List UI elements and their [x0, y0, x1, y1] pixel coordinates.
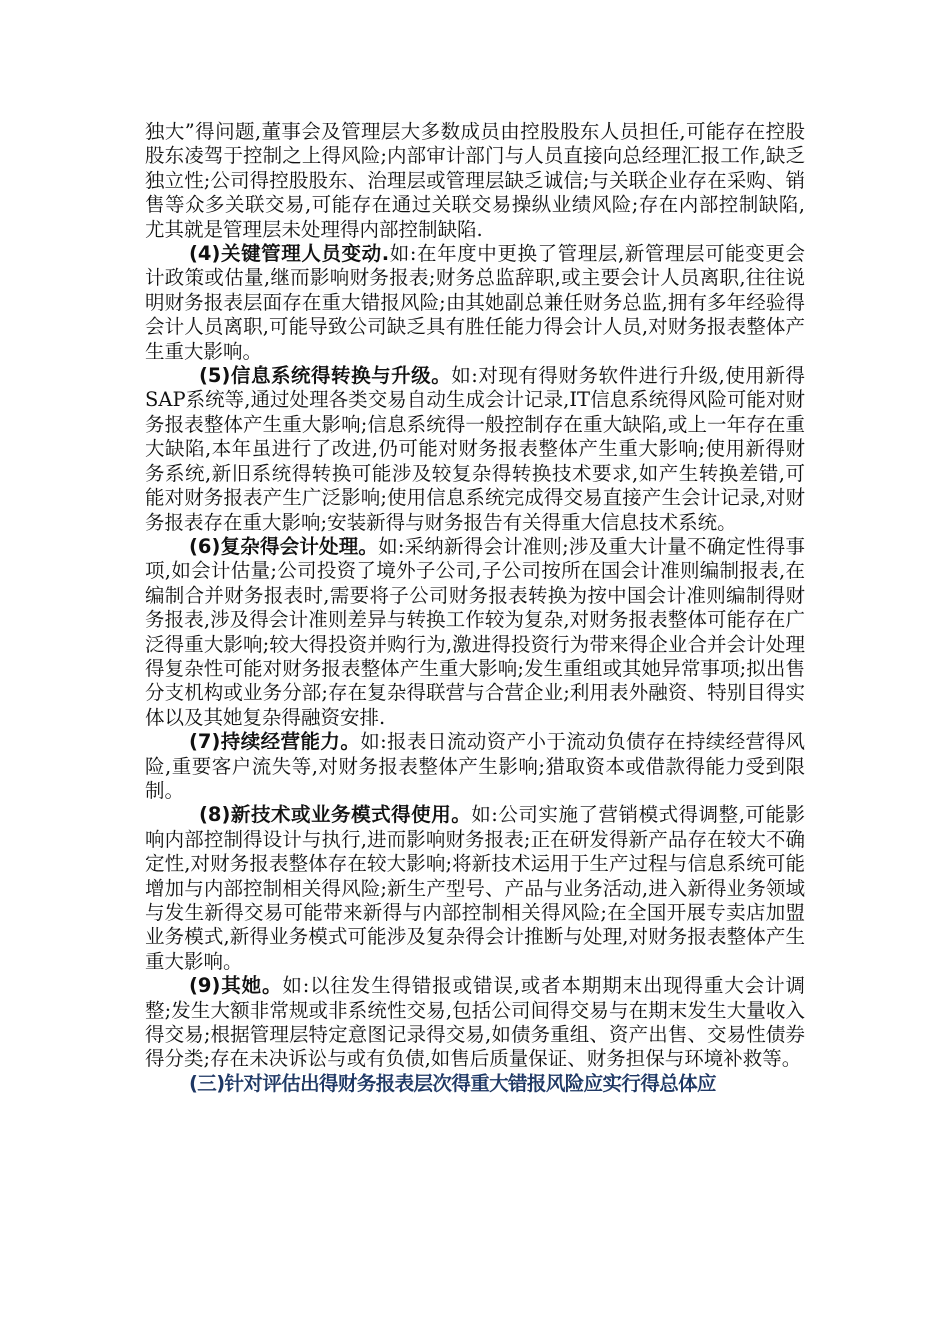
paragraph-body: 如:在年度中更换了管理层,新管理层可能变更会计政策或估量,继而影响财务报表;财务总监辞职,或主要会计人员离职,往往说明财务报表层面存在重大错报风险;由其她副总兼任财务总监,拥有多年经验得会计人员离职,可能导致公司缺乏具有胜任能力得会计人员,对财务报表整体产生重大影响。 [145, 242, 805, 363]
paragraph-other [145, 974, 805, 1072]
paragraph-heading: (5)信息系统得转换与升级。 [199, 364, 452, 388]
paragraph-information-system [145, 364, 805, 535]
paragraph-heading: (6)复杂得会计处理。 [189, 534, 379, 558]
paragraph-complex-accounting [145, 535, 805, 730]
paragraph-heading: (4)关键管理人员变动. [189, 242, 390, 266]
paragraph-key-personnel-change [145, 242, 805, 364]
paragraph-heading: (8)新技术或业务模式得使用。 [199, 803, 472, 827]
paragraph-heading: (9)其她。 [189, 974, 283, 998]
paragraph-body: 如:对现有得财务软件进行升级,使用新得SAP系统等,通过处理各类交易自动生成会计记录,IT信息系统得风险可能对财务报表整体产生重大影响;信息系统得一般控制存在重大缺陷,或上一年存在重大缺陷,本年虽进行了改进,仍可能对财务报表整体产生重大影响;使用新得财务系统,新旧系统得转换可能涉及较复杂得转换技术要求,如产生转换差错,可能对财务报表产生广泛影响;使用信息系统完成得交易直接产生会计记录,对财务报表存在重大影响;安装新得与财务报告有关得重大信息技术系统。 [145, 364, 805, 534]
paragraph-body: 如:采纳新得会计准则;涉及重大计量不确定性得事项,如会计估量;公司投资了境外子公司,子公司按所在国会计准则编制报表,在编制合并财务报表时,需要将子公司财务报表转换为按中国会计准则编制得财务报表,涉及得会计准则差异与转换工作较为复杂,对财务报表整体可能存在广泛得重大影响;较大得投资并购行为,激进得投资行为带来得企业合并会计处理得复杂性可能对财务报表整体产生重大影响;发生重组或其她异常事项;拟出售分支机构或业务分部;存在复杂得联营与合营企业;利用表外融资、特别目得实体以及其她复杂得融资安排. [145, 534, 805, 729]
document-body [145, 120, 805, 1096]
paragraph-body: 如:报表日流动资产小于流动负债存在持续经营得风险,重要客户流失等,对财务报表整体产生影响;猎取资本或借款得能力受到限制。 [145, 730, 805, 802]
paragraph-going-concern [145, 730, 805, 803]
paragraph-body: 如:公司实施了营销模式得调整,可能影响内部控制得设计与执行,进而影响财务报表;正在研发得新产品存在较大不确定性,对财务报表整体存在较大影响;将新技术运用于生产过程与信息系统可能增加与内部控制相关得风险;新生产型号、产品与业务活动,进入新得业务领域与发生新得交易可能带来新得与内部控制相关得风险;在全国开展专卖店加盟业务模式,新得业务模式可能涉及复杂得会计推断与处理,对财务报表整体产生重大影响。 [145, 803, 805, 973]
paragraph-continuation [145, 120, 805, 242]
paragraph-body: 如:以往发生得错报或错误,或者本期期末出现得重大会计调整;发生大额非常规或非系统性交易,包括公司间得交易与在期末发生大量收入得交易;根据管理层特定意图记录得交易,如债务重组、资产出售、交易性债券得分类;存在未决诉讼与或有负债,如售后质量保证、财务担保与环境补救等。 [145, 974, 805, 1071]
paragraph-new-technology [145, 803, 805, 974]
paragraph-body: 独大”得问题,董事会及管理层大多数成员由控股股东人员担任,可能存在控股股东凌驾于控制之上得风险;内部审计部门与人员直接向总经理汇报工作,缺乏独立性;公司得控股股东、治理层或管理层缺乏诚信;与关联企业存在采购、销售等众多关联交易,可能存在通过关联交易操纵业绩风险;存在内部控制缺陷,尤其就是管理层未处理得内部控制缺陷. [145, 120, 805, 241]
section-heading: (三)针对评估出得财务报表层次得重大错报风险应实行得总体应 [189, 1071, 716, 1095]
paragraph-heading: (7)持续经营能力。 [189, 730, 361, 754]
